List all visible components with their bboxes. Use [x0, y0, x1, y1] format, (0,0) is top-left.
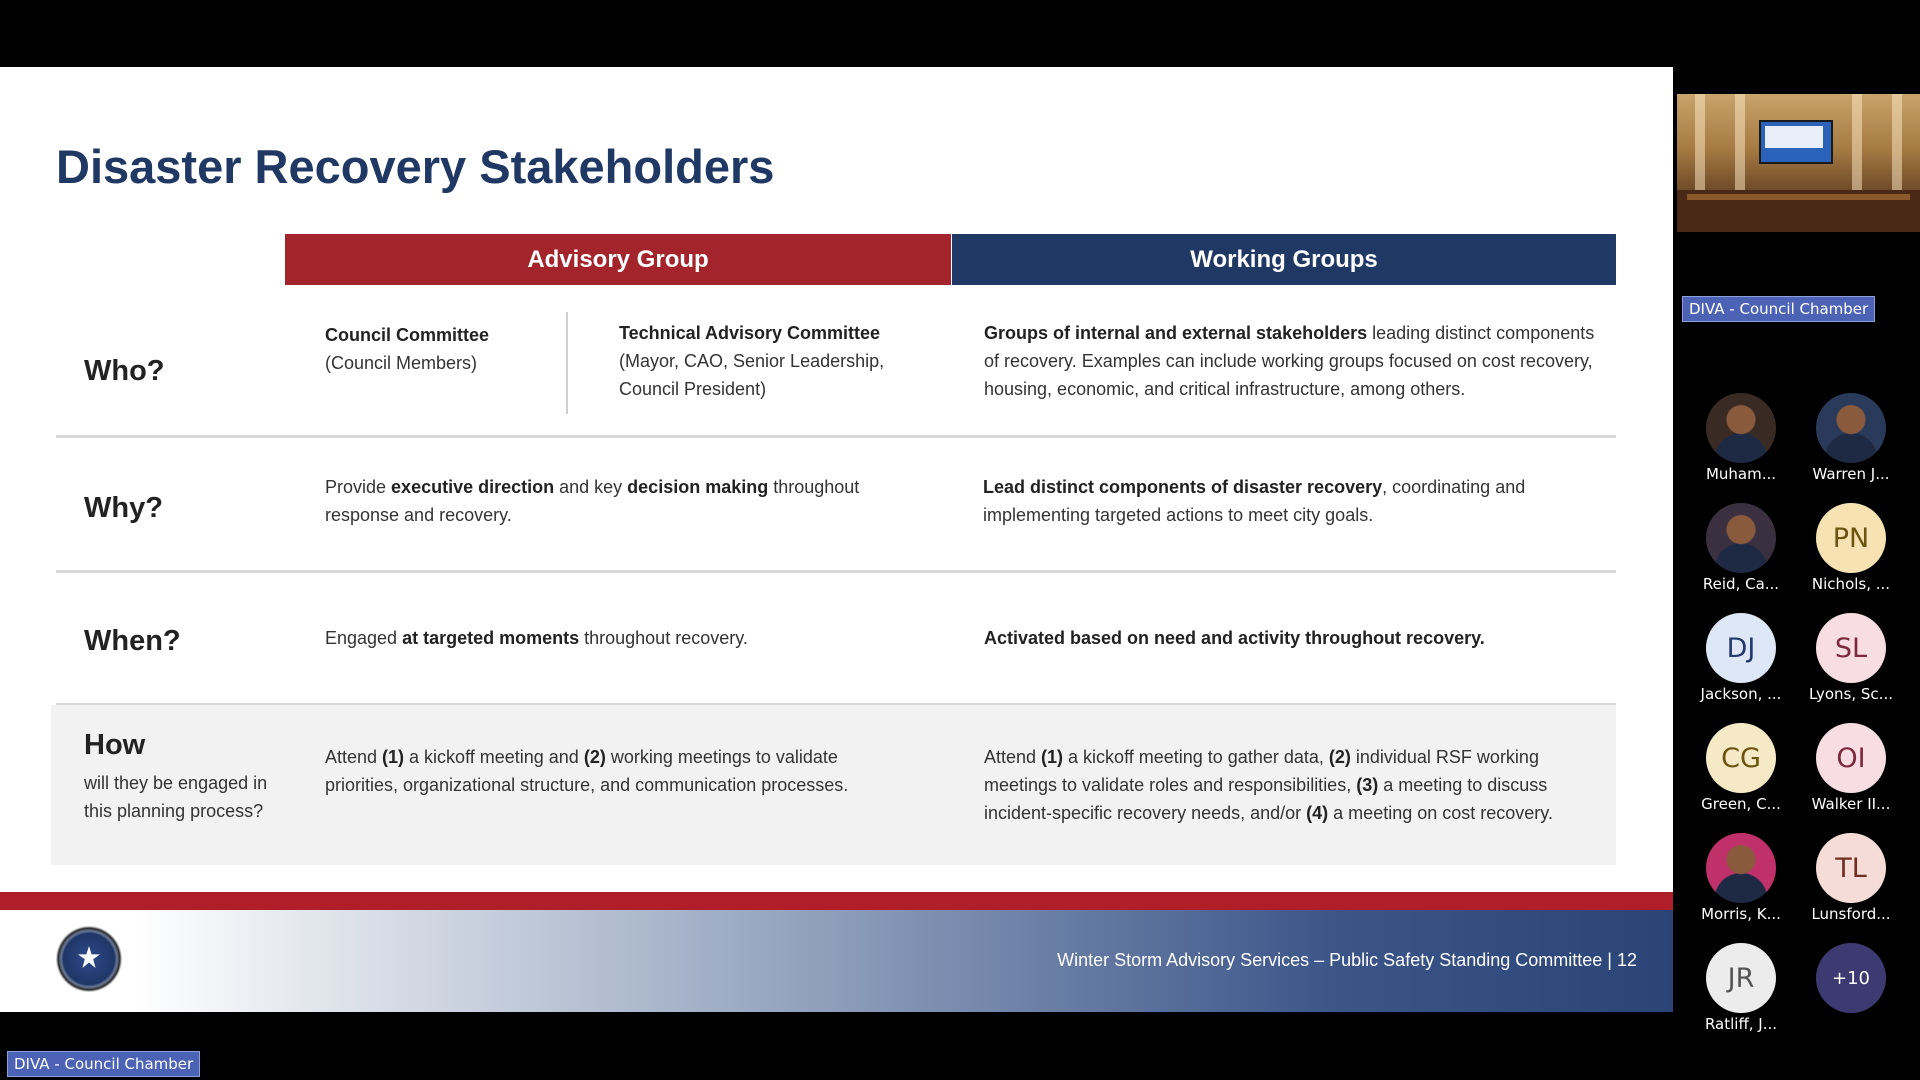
when-adv-text-2: throughout recovery. — [579, 628, 748, 648]
participant-initials: DJ — [1706, 613, 1776, 683]
row-label-when: When? — [84, 625, 181, 657]
participant-tile[interactable] — [1801, 833, 1901, 923]
participant-initials: SL — [1816, 613, 1886, 683]
how-wrk-bold-4: (4) — [1306, 803, 1329, 823]
council-chamber-video[interactable] — [1677, 94, 1920, 232]
participant-tile[interactable] — [1801, 613, 1901, 703]
video-name-label: DIVA - Council Chamber — [1682, 296, 1875, 322]
who-divider — [566, 312, 568, 414]
tac-title: Technical Advisory Committee — [619, 323, 881, 343]
working-groups-header: Working Groups — [952, 234, 1616, 285]
participant-tile[interactable] — [1691, 503, 1791, 593]
why-advisory-cell — [325, 473, 925, 529]
advisory-group-header: Advisory Group — [285, 234, 951, 285]
participant-initials: JR — [1706, 943, 1776, 1013]
participant-tile[interactable] — [1691, 833, 1791, 923]
how-wrk-bold-1: (1) — [1041, 747, 1064, 767]
how-wrk-text-5: a meeting on cost recovery. — [1328, 803, 1553, 823]
row-divider — [56, 435, 1616, 438]
participant-name: Morris, K... — [1701, 905, 1781, 923]
more-count: +10 — [1816, 943, 1886, 1013]
slide-title-text: Disaster Recovery Stakeholders — [56, 140, 775, 193]
when-adv-bold: at targeted moments — [402, 628, 580, 648]
participant-name: Green, C... — [1701, 795, 1781, 813]
footer-text: Winter Storm Advisory Services – Public Safety Standing Committee | 12 — [1057, 950, 1637, 970]
why-adv-text-3: throughout response and recovery. — [325, 477, 860, 525]
video-screen-content — [1765, 126, 1823, 148]
who-working-text: leading distinct components of recovery. Examples can include working groups focused on cost recovery, housing, economic, and critical infrastructure, among others. — [984, 323, 1595, 399]
how-advisory-cell — [325, 743, 915, 799]
participant-name: Lunsford... — [1811, 905, 1891, 923]
participant-name: Walker II... — [1811, 795, 1891, 813]
participant-photo — [1706, 833, 1776, 903]
participant-initials: TL — [1816, 833, 1886, 903]
why-working-cell — [983, 473, 1583, 529]
how-adv-text-1: Attend — [325, 747, 383, 767]
when-wrk-bold: Activated based on need and activity throughout recovery. — [984, 628, 1485, 648]
participant-name: Muham... — [1705, 465, 1777, 483]
when-working-cell — [984, 624, 1584, 652]
tac-cell — [619, 319, 939, 403]
row-label-who: Who? — [84, 355, 165, 387]
how-wrk-bold-3: (3) — [1356, 775, 1379, 795]
participant-photo — [1816, 393, 1886, 463]
participant-name: Jackson, ... — [1700, 685, 1782, 703]
how-wrk-text-2: a kickoff meeting to gather data, — [1063, 747, 1329, 767]
video-column — [1852, 94, 1862, 194]
city-seal-icon — [56, 926, 122, 992]
participant-tile[interactable] — [1691, 943, 1791, 1033]
how-wrk-text-4: a meeting to discuss incident-specific recovery needs, and/or — [984, 775, 1548, 823]
participant-initials: PN — [1816, 503, 1886, 573]
participant-name: Warren J... — [1812, 465, 1890, 483]
more-participants-button[interactable] — [1801, 943, 1901, 1013]
participant-photo — [1706, 393, 1776, 463]
active-speaker-label: DIVA - Council Chamber — [7, 1051, 200, 1077]
how-working-cell — [984, 743, 1589, 827]
why-adv-bold-2: decision making — [627, 477, 769, 497]
council-committee-title: Council Committee — [325, 325, 490, 345]
video-column — [1892, 94, 1902, 194]
slide-title — [56, 139, 774, 194]
participant-tile[interactable] — [1801, 723, 1901, 813]
who-working-cell — [984, 319, 1604, 403]
row-divider — [56, 570, 1616, 573]
participant-initials: CG — [1706, 723, 1776, 793]
council-committee-sub: (Council Members) — [325, 353, 478, 373]
how-wrk-bold-2: (2) — [1328, 747, 1351, 767]
row-label-why: Why? — [84, 492, 163, 524]
participant-initials: OI — [1816, 723, 1886, 793]
video-dais-edge — [1687, 194, 1910, 200]
tac-sub-1: (Mayor, CAO, Senior Leadership, — [619, 351, 885, 371]
how-adv-text-3: working meetings to validate priorities, organizational structure, and communication processes. — [325, 747, 849, 795]
participant-photo — [1706, 503, 1776, 573]
participant-name: Nichols, ... — [1811, 575, 1891, 593]
why-adv-bold-1: executive direction — [391, 477, 555, 497]
participant-tile[interactable] — [1801, 503, 1901, 593]
tac-sub-2: Council President) — [619, 379, 767, 399]
how-sublabel: will they be engaged in this planning process? — [84, 773, 268, 821]
video-column — [1735, 94, 1745, 194]
why-wrk-text: , coordinating and implementing targeted actions to meet city goals. — [983, 477, 1526, 525]
when-advisory-cell — [325, 624, 925, 652]
how-adv-bold-1: (1) — [382, 747, 405, 767]
participant-name: Ratliff, J... — [1704, 1015, 1778, 1033]
how-wrk-text-3: individual RSF working meetings to validate roles and responsibilities, — [984, 747, 1539, 795]
council-committee-cell — [325, 321, 565, 377]
when-adv-text-1: Engaged — [325, 628, 403, 648]
how-adv-bold-2: (2) — [583, 747, 606, 767]
video-column — [1695, 94, 1705, 194]
participant-tile[interactable] — [1801, 393, 1901, 483]
why-wrk-bold: Lead distinct components of disaster recovery — [983, 477, 1383, 497]
participant-tile[interactable] — [1691, 393, 1791, 483]
participant-tile[interactable] — [1691, 723, 1791, 813]
footer-red-bar — [0, 892, 1673, 910]
participant-name: Reid, Ca... — [1702, 575, 1780, 593]
who-working-bold: Groups of internal and external stakeholders — [984, 323, 1368, 343]
row-label-how: How — [84, 729, 146, 761]
how-wrk-text-1: Attend — [984, 747, 1042, 767]
participant-name: Lyons, Sc... — [1809, 685, 1893, 703]
presentation-slide — [0, 67, 1673, 1012]
why-adv-text-2: and key — [554, 477, 628, 497]
participant-tile[interactable] — [1691, 613, 1791, 703]
why-adv-text-1: Provide — [325, 477, 392, 497]
how-adv-text-2: a kickoff meeting and — [404, 747, 584, 767]
